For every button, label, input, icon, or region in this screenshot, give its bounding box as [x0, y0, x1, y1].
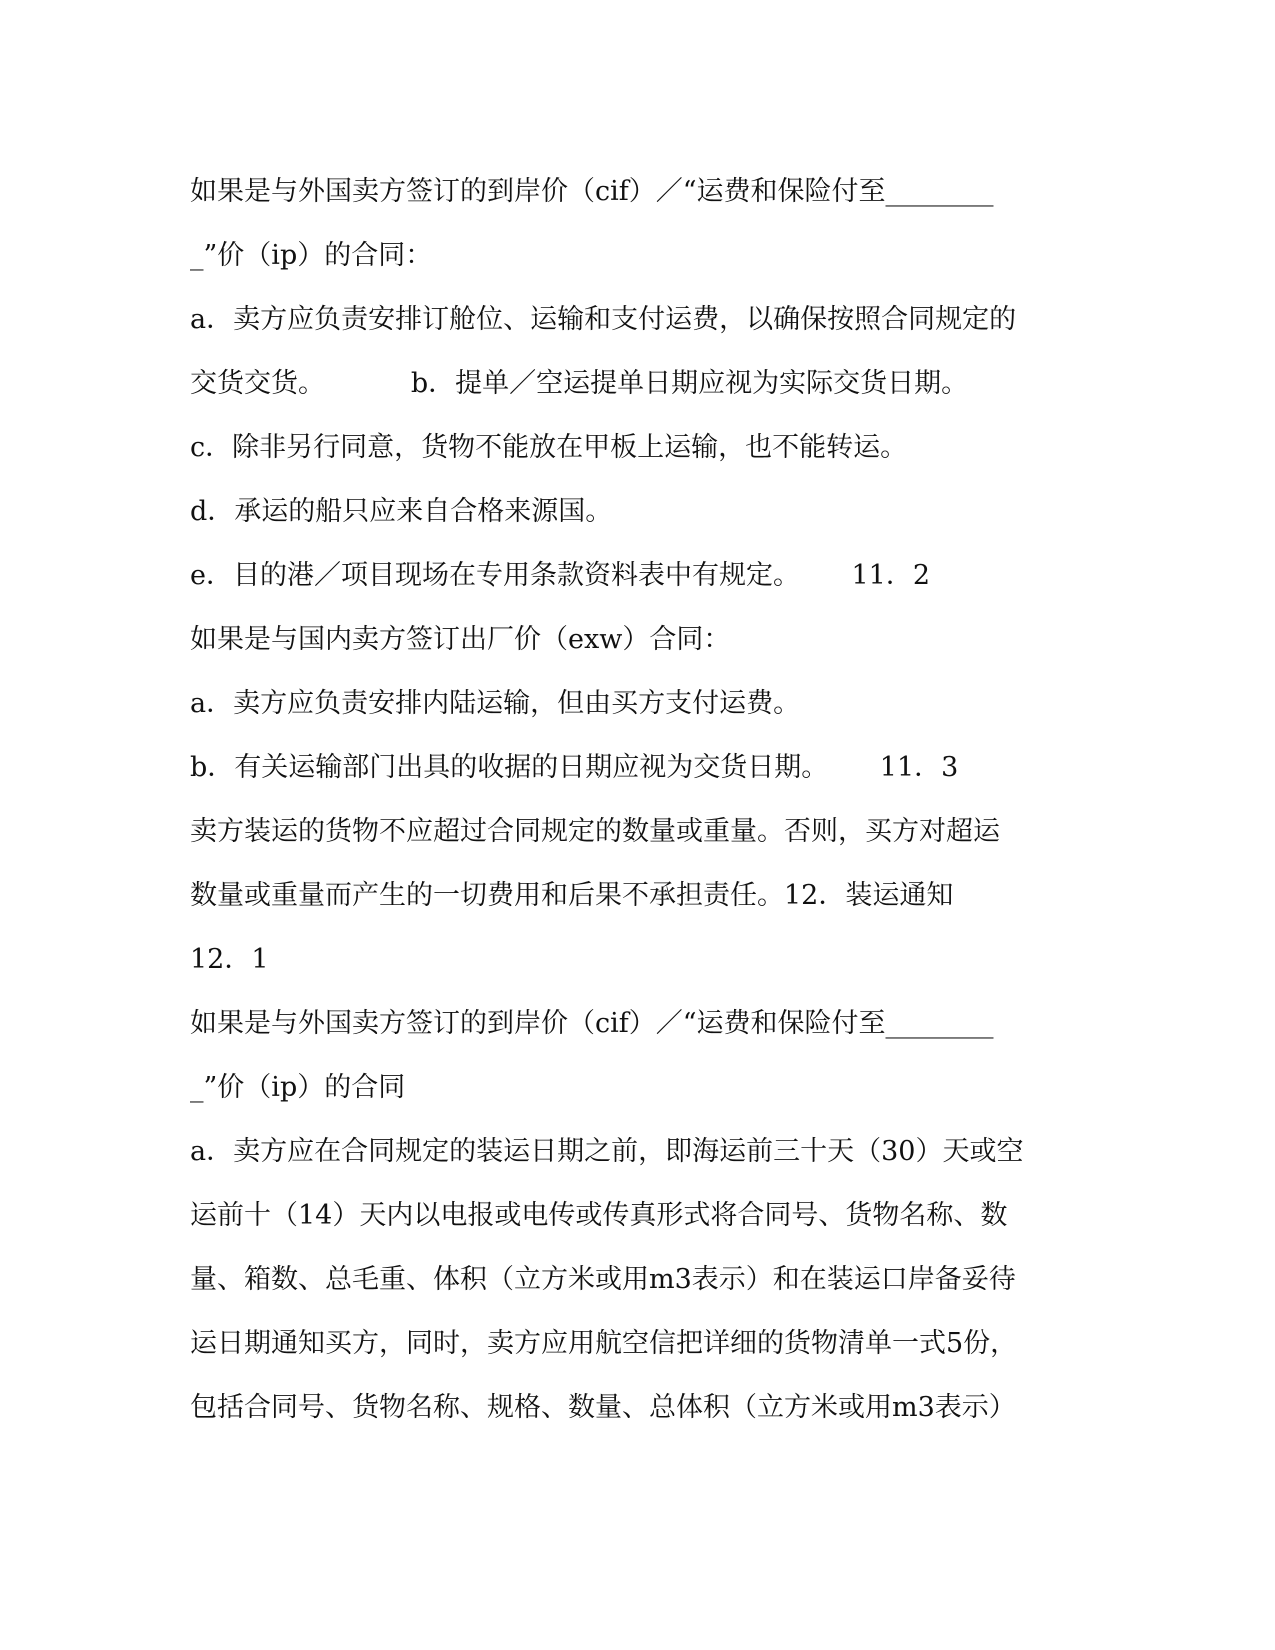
text-line: e．目的港／项目现场在专用条款资料表中有规定。 11．2 [190, 560, 931, 591]
text-line: 12．1 [190, 944, 269, 975]
text-line: 如果是与国内卖方签订出厂价（exw）合同： [190, 624, 731, 655]
text-line: 卖方装运的货物不应超过合同规定的数量或重量。否则，买方对超运 [190, 816, 1000, 847]
text-line: 交货交货。 b．提单／空运提单日期应视为实际交货日期。 [190, 368, 969, 399]
text-line: a．卖方应负责安排内陆运输，但由买方支付运费。 [190, 688, 801, 719]
text-line: 量、箱数、总毛重、体积（立方米或用m3表示）和在装运口岸备妥待 [190, 1264, 1016, 1295]
text-line: a．卖方应在合同规定的装运日期之前，即海运前三十天（30）天或空 [190, 1136, 1024, 1167]
text-line: _”价（ip）的合同： [190, 240, 433, 271]
text-line: 如果是与外国卖方签订的到岸价（cif）／“运费和保险付至________ [190, 176, 994, 207]
text-line: b．有关运输部门出具的收据的日期应视为交货日期。 11．3 [190, 752, 959, 783]
text-line: a．卖方应负责安排订舱位、运输和支付运费，以确保按照合同规定的 [190, 304, 1017, 335]
text-line: 运日期通知买方，同时，卖方应用航空信把详细的货物清单一式5份， [190, 1328, 1018, 1359]
text-line: _”价（ip）的合同 [190, 1072, 406, 1103]
document-body [190, 160, 1090, 1440]
text-line: 运前十（14）天内以电报或电传或传真形式将合同号、货物名称、数 [190, 1200, 1008, 1231]
text-line: 如果是与外国卖方签订的到岸价（cif）／“运费和保险付至________ [190, 1008, 994, 1039]
text-line: c．除非另行同意，货物不能放在甲板上运输，也不能转运。 [190, 432, 908, 463]
text-line: 包括合同号、货物名称、规格、数量、总体积（立方米或用m3表示） [190, 1392, 1016, 1423]
text-line: 数量或重量而产生的一切费用和后果不承担责任。12．装运通知 [190, 880, 954, 911]
text-line: d．承运的船只应来自合格来源国。 [190, 496, 613, 527]
